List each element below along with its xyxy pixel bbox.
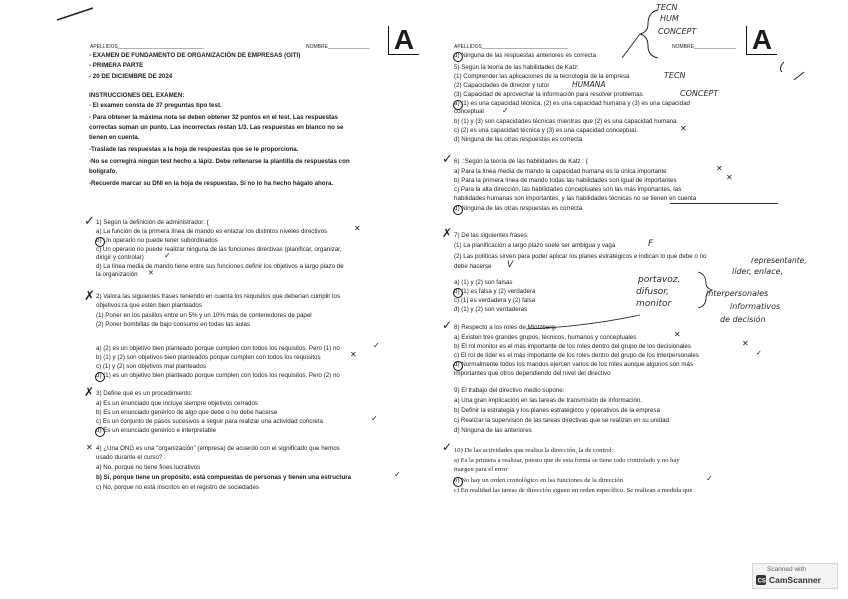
instruction-line: correctas suman un punto. Las incorrectas restan 1/3. Las respuestas en blanco no se: [89, 124, 344, 131]
instructions-title: INSTRUCCIONES DEL EXAMEN:: [89, 92, 185, 99]
question-7-statement-1: (1) La planificación a largo plazo suele ser ambigua y vaga: [454, 242, 616, 249]
check-mark-icon: ✓: [84, 214, 95, 229]
check-mark-icon: ✓: [442, 318, 453, 332]
handwritten-note-humana: HUMANA: [572, 80, 606, 89]
cross-mark-icon: ✕: [350, 350, 357, 359]
question-8-option-d: d) Normalmente todos los mandos ejercen varios de los roles aunque algunos son más: [454, 361, 694, 368]
question-6-option-d: d) Ninguna de las otras respuestas es correcta: [454, 205, 583, 212]
question-1-option-d: d) La línea media de mando tiene entre sus funciones definir los objetivos a largo plazo de: [96, 263, 344, 270]
question-9-option-c: c) Realizar la supervisión de las tareas directivas que se realizan en su unidad: [454, 417, 669, 424]
surname-field-label: APELLIDOS_______________________________: [454, 44, 568, 50]
question-2-option-d: d) (1) es un objetivo bien planteado porque cumplen con todos los requisitos. Pero (2) no: [96, 372, 340, 379]
cross-mark-icon: ✕: [86, 443, 93, 452]
question-7-statement-2-cont: debe hacerse: [454, 263, 492, 270]
handwritten-note-concept-inline: CONCEPT: [680, 89, 719, 98]
check-mark-icon: ✓: [706, 474, 713, 483]
question-5-statement-3: (3) Capacidad de aprovechar la información para resolver problemas: [454, 91, 643, 98]
question-4-option-a: a) No, porque no tiene fines lucrativos: [96, 464, 201, 471]
instruction-line: -Recuerde marcar su DNI en la hoja de respuestas. Si no lo ha hecho hágalo ahora.: [89, 180, 334, 187]
exam-part: - PRIMERA PARTE: [89, 62, 144, 69]
check-mark-icon: ✓: [442, 152, 453, 167]
handwritten-mark-v: V: [507, 260, 514, 270]
question-2-option-b: b) (1) y (2) son objetivos bien planteados porque cumplen con todos los requisitos: [96, 354, 321, 361]
question-4-stem: 4) ¿Una ONG es una "organización" (empresa) de acuerdo con el significado que hemos: [96, 445, 340, 452]
question-2-statement-2: (2) Poner bombillas de bajo consumo en todas las aulas: [96, 321, 251, 328]
handwritten-note-concept: CONCEPT: [658, 27, 697, 36]
question-10-option-a: a) Es la primera a realizar, puesto que de esta forma se tiene todo controlado y no hay: [454, 457, 680, 464]
question-1-stem: 1) Según la definición de administrador: {: [96, 219, 209, 226]
question-2-option-a: a) (2) es un objetivo bien planteado porque cumplen con todos los requisitos. Pero (1) no: [96, 345, 340, 352]
cross-mark-icon: ✕: [674, 330, 681, 339]
surname-field-label: APELLIDOS_______________________________: [90, 44, 204, 50]
underline: [670, 203, 778, 204]
instruction-line: - Para obtener la máxima nota se deben obtener 32 puntos en el test. Las respuestas: [89, 114, 338, 121]
instruction-line: - El examen consta de 37 preguntas tipo test.: [89, 102, 222, 109]
question-7-option-c: c) (1) es verdadera y (2) falsa: [454, 297, 536, 304]
handwritten-stroke: [776, 60, 806, 82]
handwritten-note-informativos: informativos: [730, 302, 781, 311]
check-mark-icon: ✓: [373, 341, 380, 350]
scanned-with-label: Scanned with: [767, 566, 807, 573]
question-3-stem: 3) Define qué es un procedimiento:: [96, 390, 193, 397]
handwritten-note-hum: HUM: [660, 14, 679, 23]
question-6-option-c: c) Para la alta dirección, las habilidades conceptuales son las más importantes, las: [454, 186, 682, 193]
check-mark-icon: ✓: [371, 414, 378, 423]
question-6-stem: 6) ::Según la teoría de las habilidades de Katz : {: [454, 158, 588, 165]
cross-mark-icon: ✕: [726, 173, 733, 182]
question-8-option-d-cont: importantes que otros dependiendo del nivel del directivo: [454, 370, 611, 377]
instruction-line: -Traslade las respuestas a la hoja de respuestas que se le proporciona.: [89, 146, 299, 153]
handwritten-note-difusor: difusor,: [636, 287, 670, 297]
handwritten-note-portavoz: portavoz,: [638, 275, 681, 285]
question-2-stem-cont: objetivos:ra que estén bien planteados: [96, 302, 202, 309]
question-4-stem-cont: usado durante el curso? :: [96, 454, 166, 461]
question-7-option-b: b) (1) es falsa y (2) verdadera: [454, 288, 536, 295]
question-2-statement-1: (1) Poner en los pasillos entre un 5% y un 10% más de contenedores de papel: [96, 312, 312, 319]
question-9-option-a: a) Una gran implicación en las tareas de transmisión de información.: [454, 397, 643, 404]
handwritten-mark-f: F: [648, 239, 654, 249]
cross-mark-icon: ✕: [148, 269, 154, 277]
exam-page-right: [424, 0, 848, 599]
cross-mark-icon: ✗: [442, 226, 453, 240]
exam-title: - EXAMEN DE FUNDAMENTO DE ORGANIZACIÓN DE EMPRESAS (GITI): [89, 52, 301, 59]
cross-mark-icon: ✕: [680, 124, 687, 133]
instruction-line: -No se corregirá ningún test hecho a lápiz. Debe rellenarse la plantilla de respuestas con: [89, 158, 350, 165]
question-5-option-b: b) (1) y (3) son capacidades técnicas mientras que (2) es una capacidad humana: [454, 118, 677, 125]
question-7-option-d: d) (1) y (2) son verdaderas: [454, 306, 528, 313]
question-3-option-a: a) Es un enunciado que incluye siempre objetivos cerrados: [96, 400, 258, 407]
question-6-option-b: b) Para la primera línea de mando todas las habilidades son igual de importantes: [454, 177, 677, 184]
question-1-option-c: c) Un operario no puede realizar ninguna de las funciones directivas (planificar, organizar,: [96, 246, 342, 253]
question-8-stem: 8) Respecto a los roles de Mintzberg:: [454, 324, 557, 331]
question-2-stem: 2) Valora las siguientes frases teniendo en cuenta los requisitos que deberían cumplir los: [96, 293, 341, 300]
question-7-stem: 7) De las siguientes frases:: [454, 232, 529, 239]
cross-mark-icon: ✕: [716, 164, 723, 173]
question-8-option-b: b) El rol monitor es el más importante de los roles dentro del grupo de los decisionales: [454, 343, 691, 350]
name-field-label: NOMBRE_______________: [672, 44, 736, 50]
question-9-option-b: b) Definir la estrategia y los planes estratégicos y operativos de la empresa: [454, 407, 661, 414]
question-9-option-d: d) Ninguna de las anteriores: [454, 427, 532, 434]
handwritten-note-representante: representante,: [751, 256, 807, 265]
previous-question-option-d: d) Ninguna de las respuestas anteriores es correcta: [454, 52, 597, 59]
question-5-option-a: a) (1) es una capacidad técnica, (2) es una capacidad humana y (3) es una capacidad: [454, 100, 690, 107]
question-6-option-c-cont: habilidades humanas son importantes, y las habilidades técnicas no se tienen en cuenta: [454, 195, 697, 202]
question-7-option-a: a) (1) y (2) son falsas: [454, 279, 513, 286]
question-6-option-a: a) Para la línea media de mando la capacidad humana es la única importante: [454, 168, 667, 175]
exam-version-letter: A: [388, 26, 419, 55]
cross-mark-icon: ✗: [84, 289, 95, 304]
question-10-option-a-cont: margen para el error: [454, 466, 508, 473]
handwritten-note-monitor: monitor: [636, 299, 672, 309]
question-2-option-c: c) (1) y (2) son objetivos mal planteados: [96, 363, 207, 370]
question-7-statement-2: (2) Las políticas sirven para poder aplicar los planes estratégicos e indican lo que debe o no: [454, 253, 707, 260]
instruction-line: bolígrafo.: [89, 168, 118, 175]
question-1-option-d-cont: la organización: [96, 271, 138, 278]
camscanner-logo-icon: [756, 575, 766, 585]
handwritten-note-tecn: TECN: [656, 3, 678, 12]
question-3-option-d: d) Es un enunciado genérico e interpretable: [96, 427, 217, 434]
camscanner-watermark: [752, 563, 838, 589]
question-5-stem: 5) Según la teoría de las habilidades de Katz:: [454, 64, 579, 71]
question-10-stem: 10) De las actividades que realiza la dirección, la de control:: [454, 447, 614, 454]
question-8-option-a: a) Existen tres grandes grupos, técnicos, humanos y conceptuales: [454, 334, 637, 341]
handwritten-note-interpersonales: interpersonales: [706, 289, 769, 298]
cross-mark-icon: ✕: [742, 339, 749, 348]
name-field-label: NOMBRE_______________: [306, 44, 370, 50]
check-mark-icon: ✓: [164, 251, 171, 260]
check-mark-icon: ✓: [756, 349, 762, 357]
question-10-option-b: b) No hay un orden cronológico en las funciones de la dirección: [454, 477, 624, 484]
cross-mark-icon: ✕: [354, 224, 361, 233]
question-1-option-c-cont: dirigir y controlar): [96, 254, 144, 261]
handwritten-note-tecn-inline: TECN: [664, 71, 686, 80]
question-9-stem: 9) El trabajo del directivo medio supone:: [454, 387, 565, 394]
camscanner-brand: CamScanner: [769, 575, 821, 585]
handwritten-brace: [620, 6, 662, 62]
check-mark-icon: ✓: [502, 106, 509, 115]
handwritten-brace: [694, 270, 714, 310]
cross-mark-icon: ✗: [84, 385, 95, 399]
question-3-option-c: c) Es un conjunto de pasos sucesivos a seguir para realizar una actividad concreta: [96, 418, 324, 425]
handwritten-note-de-decision: de decisión: [720, 315, 766, 324]
question-4-option-c: c) No, porque no está inscritos en el registro de sociedades: [96, 484, 260, 491]
question-5-statement-1: (1) Comprender las aplicaciones de la tecnología de la empresa: [454, 73, 630, 80]
question-5-option-c: c) (2) es una capacidad técnica y (3) es una capacidad conceptual.: [454, 127, 638, 134]
svg-text:CS: CS: [757, 578, 766, 585]
question-1-option-b: b) Un operario no puede tener subordinados: [96, 237, 218, 244]
exam-version-letter: A: [746, 26, 777, 55]
exam-date: - 20 DE DICIEMBRE DE 2024: [89, 73, 173, 80]
question-5-statement-2: (2) Capacidades de director y tutor: [454, 82, 550, 89]
question-1-option-a: a) La función de la primera línea de mando es enlazar los distintos niveles directivos: [96, 228, 328, 235]
question-8-option-c: c) El rol de líder es el más importante de los roles dentro del grupo de los interpersonales: [454, 352, 699, 359]
instruction-line: tienen en cuenta.: [89, 134, 140, 141]
question-10-option-c: c) En realidad las tareas de dirección siguen un orden específico. Se realizan a medida que: [454, 487, 693, 494]
check-mark-icon: ✓: [394, 470, 401, 479]
check-mark-icon: ✓: [442, 440, 453, 454]
handwritten-note-lider-enlace: líder, enlace,: [732, 267, 784, 276]
question-3-option-b: b) Es un enunciado genérico de algo que debe o no debe hacerse: [96, 409, 278, 416]
question-5-option-d: d) Ninguna de las otras respuestas es correcta: [454, 136, 583, 143]
question-4-option-b: b) Sí, porque tiene un propósito, está compuestas de personas y tienen una estructura: [96, 474, 352, 481]
question-5-option-a-cont: conceptual: [454, 108, 484, 115]
